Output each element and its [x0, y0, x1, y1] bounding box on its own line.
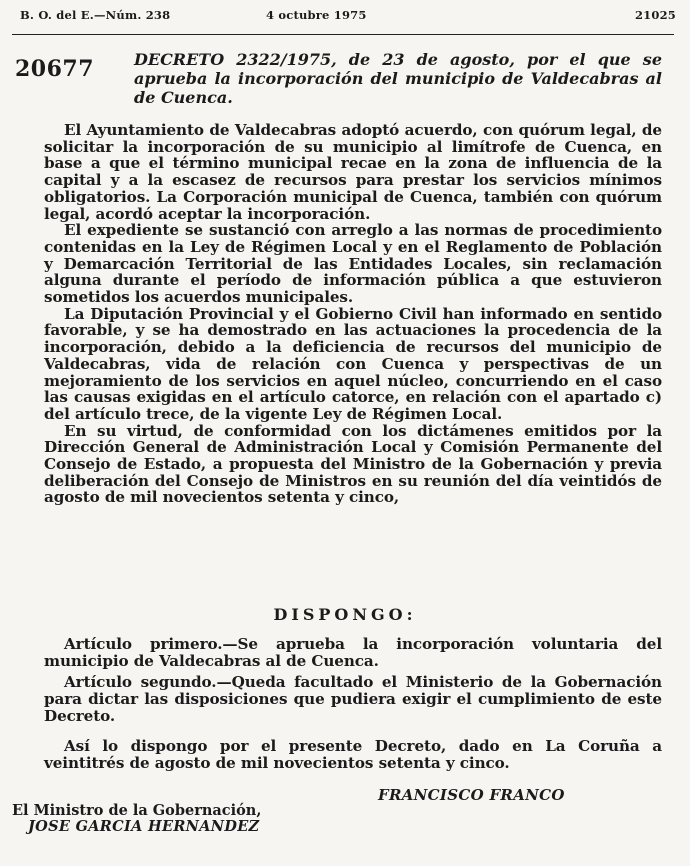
articles	[44, 636, 662, 730]
dispongo-heading: DISPONGO:	[273, 605, 417, 624]
decree-body	[44, 122, 662, 506]
decree-title: DECRETO 2322/1975, de 23 de agosto, por el que se aprueba la incorporación del municipio de Valdecabras al de Cuenca.	[134, 50, 662, 107]
minister-signature	[12, 803, 261, 835]
header-rule	[12, 34, 674, 35]
article-paragraph: Artículo segundo.—Queda facultado el Ministerio de la Gobernación para dictar las disposiciones que pudiera exigir el cumplimiento de este Decreto.	[44, 673, 662, 725]
minister-title: El Ministro de la Gobernación,	[12, 802, 262, 819]
closing-paragraph: Así lo dispongo por el presente Decreto, dado en La Coruña a veintitrés de agosto de mil novecientos setenta y cinco.	[44, 737, 662, 772]
page-header	[14, 8, 676, 30]
issue-date: 4 octubre 1975	[266, 8, 367, 22]
head-of-state-signature: FRANCISCO FRANCO	[378, 786, 565, 804]
body-paragraph: La Diputación Provincial y el Gobierno Civil han informado en sentido favorable, y se ha demostrado en las actuaciones la procedencia de la incorporación, debido a la deficiencia de recursos del municipio de Valdecabras, vida de relación con Cuenca y perspectivas de un mejoramiento de los servicios en aquel núcleo, concurriendo en el caso las causas exigidas en el artículo catorce, en relación con el apartado c) del artículo trece, de la vigente Ley de Régimen Local.	[44, 304, 662, 423]
body-paragraph: El Ayuntamiento de Valdecabras adoptó acuerdo, con quórum legal, de solicitar la incorporación de su municipio al limítrofe de Cuenca, en base a que el término municipal recae en la zona de influencia de la capital y a la escasez de recursos para prestar los servicios mínimos obligatorios. La Corporación municipal de Cuenca, también con quórum legal, acordó aceptar la incorporación.	[44, 121, 662, 223]
closing-formula	[44, 738, 662, 771]
article-paragraph: Artículo primero.—Se aprueba la incorporación voluntaria del municipio de Valdecabras al de Cuenca.	[44, 635, 662, 670]
page-number: 21025	[634, 8, 676, 22]
minister-name: JOSE GARCIA HERNANDEZ	[28, 818, 260, 835]
body-paragraph: En su virtud, de conformidad con los dictámenes emitidos por la Dirección General de Administración Local y Comisión Permanente del Consejo de Estado, a propuesta del Ministro de la Gobernación y previa deliberación del Consejo de Ministros en su reunión del día veintidós de agosto de mil novecientos setenta y cinco,	[44, 421, 662, 507]
decree-number: 20677	[15, 56, 95, 82]
body-paragraph: El expediente se sustanció con arreglo a las normas de procedimiento contenidas en la Ley de Régimen Local y en el Reglamento de Población y Demarcación Territorial de las Entidades Locales, sin reclamación alguna durante el período de información pública a que estuvieron sometidos los acuerdos municipales.	[44, 221, 662, 307]
bulletin-issue: B. O. del E.—Núm. 238	[20, 8, 171, 22]
